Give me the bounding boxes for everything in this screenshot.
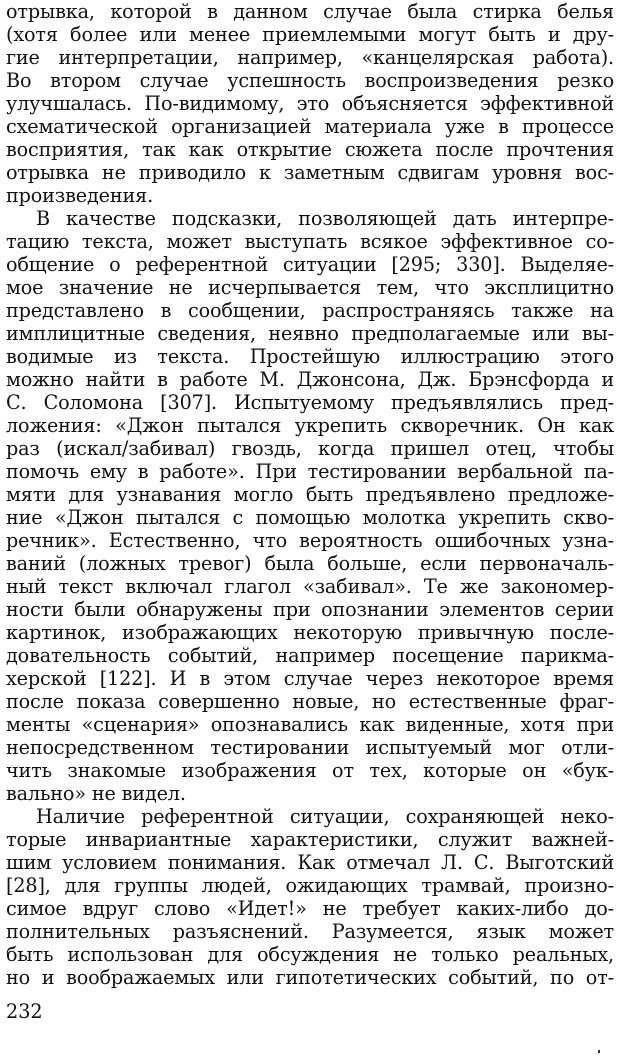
scan-speck <box>598 1050 600 1053</box>
text-line: отрывка, которой в данном случае была стирка белья <box>6 0 614 23</box>
text-line: общение о референтной ситуации [295; 330]. Выделяе- <box>6 253 614 276</box>
text-line: С. Соломона [307]. Испытуемому предъявлялись пред- <box>6 391 614 414</box>
text-line: симое вдруг слово «Идет!» не требует каких-либо до- <box>6 897 614 920</box>
text-line: непосредственном тестировании испытуемый мог отли- <box>6 736 614 759</box>
text-line: восприятия, так как открытие сюжета после прочтения <box>6 138 614 161</box>
text-line: произведения. <box>6 184 154 207</box>
text-line: мое значение не исчерпывается тем, что эксплицитно <box>6 276 614 299</box>
text-line: можно найти в работе М. Джонсона, Дж. Брэнсфорда и <box>6 368 614 391</box>
text-line: имплицитные сведения, неявно предполагаемые или вы- <box>6 322 614 345</box>
page-number: 232 <box>6 1000 43 1023</box>
text-line: картинок, изображающих некоторую привычную после- <box>6 621 614 644</box>
text-line: речник». Естественно, что вероятность ошибочных узна- <box>6 529 614 552</box>
text-line: (хотя более или менее приемлемыми могут быть и дру- <box>6 23 614 46</box>
text-line: быть использован для обсуждения не только реальных, <box>6 943 614 966</box>
body-text <box>6 0 614 989</box>
text-line: Во втором случае успешность воспроизведения резко <box>6 69 614 92</box>
text-line: полнительных разъяснений. Разумеется, язык может <box>6 920 614 943</box>
text-line: ние «Джон пытался с помощью молотка укрепить скво- <box>6 506 614 529</box>
text-line: тацию текста, может выступать всякое эффективное со- <box>6 230 614 253</box>
text-line: шим условием понимания. Как отмечал Л. С. Выготский <box>6 851 614 874</box>
text-line: ложения: «Джон пытался укрепить скворечник. Он как <box>6 414 614 437</box>
paragraph <box>6 0 614 207</box>
text-line: чить знакомые изображения от тех, которые он «бук- <box>6 759 614 782</box>
text-line: вально» не видел. <box>6 782 186 805</box>
text-line: [28], для группы людей, ожидающих трамвай, произно- <box>6 874 614 897</box>
text-line: водимые из текста. Простейшую иллюстрацию этого <box>6 345 614 368</box>
text-line: довательность событий, например посещение парикма- <box>6 644 614 667</box>
text-line: мяти для узнавания могло быть предъявлено предложе- <box>6 483 614 506</box>
text-line: помочь ему в работе». При тестировании вербальной па- <box>6 460 614 483</box>
text-line: херской [122]. И в этом случае через некоторое время <box>6 667 614 690</box>
text-line: схематической организацией материала уже в процессе <box>6 115 614 138</box>
text-line: ный текст включал глагол «забивал». Те же закономер- <box>6 575 614 598</box>
text-line: торые инвариантные характеристики, служит важней- <box>6 828 614 851</box>
text-line: ности были обнаружены при опознании элементов серии <box>6 598 614 621</box>
text-line: В качестве подсказки, позволяющей дать интерпре- <box>36 207 614 230</box>
paragraph <box>6 207 614 805</box>
text-line: после показа совершенно новые, но естественные фраг- <box>6 690 614 713</box>
text-line: отрывка не приводило к заметным сдвигам уровня вос- <box>6 161 614 184</box>
text-line: ваний (ложных тревог) была больше, если первоначаль- <box>6 552 614 575</box>
paragraph <box>6 805 614 989</box>
text-line: но и воображаемых или гипотетических событий, по от- <box>6 966 614 989</box>
text-line: раз (искал/забивал) гвоздь, когда пришел отец, чтобы <box>6 437 614 460</box>
text-line: менты «сценария» опознавались как виденные, хотя при <box>6 713 614 736</box>
text-line: гие интерпретации, например, «канцелярская работа). <box>6 46 614 69</box>
text-line: улучшалась. По-видимому, это объясняется эффективной <box>6 92 614 115</box>
text-line: представлено в сообщении, распространяясь также на <box>6 299 614 322</box>
text-line: Наличие референтной ситуации, сохраняющей неко- <box>36 805 614 828</box>
